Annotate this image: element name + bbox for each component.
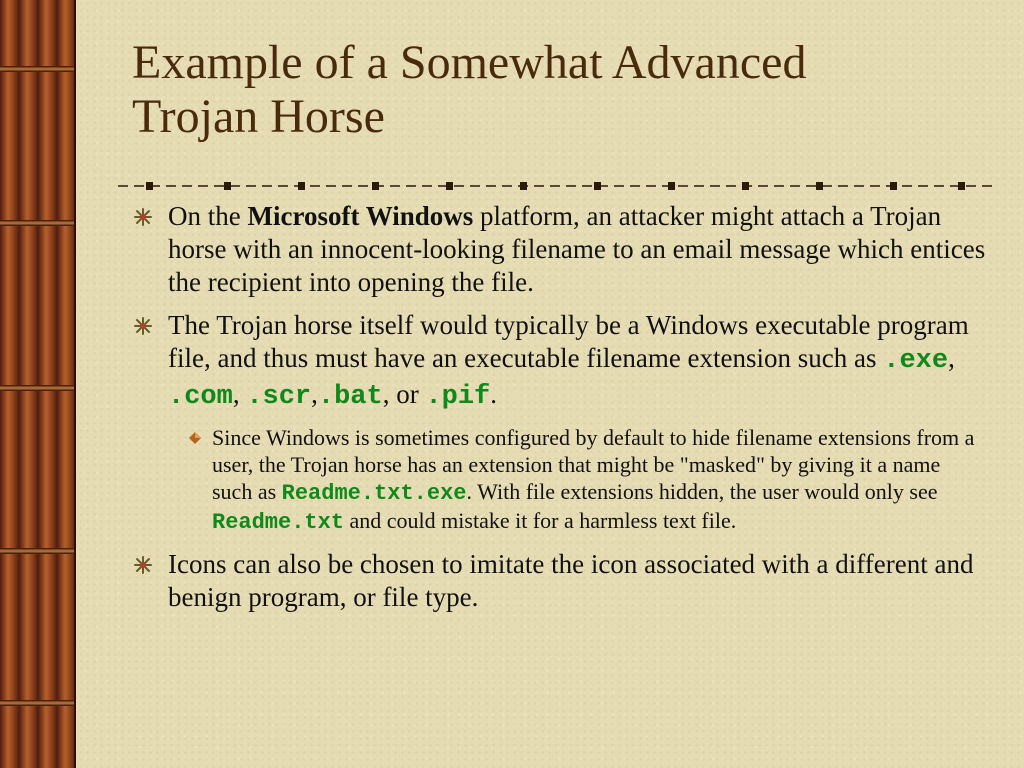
star-bullet-icon — [134, 317, 152, 335]
title-divider — [118, 176, 994, 196]
extension-pif: .pif — [425, 382, 491, 412]
star-bullet-icon — [134, 208, 152, 226]
star-bullet-icon — [134, 556, 152, 574]
sub-bullet-text-post: and could mistake it for a harmless text file. — [344, 508, 737, 533]
bullet-end: . — [490, 379, 497, 409]
bullet-text: The Trojan horse itself would typically be a Windows executable program file, and thus must have an executable filename extension such as — [168, 310, 969, 373]
separator: , — [232, 379, 247, 409]
code-readme-exe: Readme.txt.exe — [281, 481, 467, 506]
bamboo-border — [0, 0, 76, 768]
slide-title — [132, 36, 992, 144]
extension-scr: .scr — [246, 382, 312, 412]
separator: , — [311, 379, 318, 409]
bullet-item — [130, 309, 1000, 414]
bullet-text-pre: On the — [168, 201, 248, 231]
sub-bullet-item — [130, 424, 1000, 536]
bullet-text-post: platform, an attacker might attach a Trojan horse with an innocent-looking filename to an email message which entices the recipient into opening the file. — [168, 201, 986, 297]
separator: , or — [382, 379, 426, 409]
bullet-item — [130, 200, 1000, 299]
slide-body — [130, 200, 1000, 624]
title-line-2: Trojan Horse — [132, 90, 385, 143]
diamond-bullet-icon — [188, 431, 202, 445]
extension-com: .com — [168, 382, 233, 412]
extension-exe: .exe — [883, 346, 949, 376]
bullet-text-bold: Microsoft Windows — [247, 201, 474, 231]
bamboo-node — [0, 385, 76, 391]
bullet-text: Icons can also be chosen to imitate the icon associated with a different and benign program, or file type. — [168, 549, 974, 612]
bullet-item — [130, 548, 1000, 614]
separator: , — [948, 343, 955, 373]
code-readme-txt: Readme.txt — [212, 510, 345, 535]
bamboo-node — [0, 548, 76, 554]
sub-bullet-text-mid: . With file extensions hidden, the user would only see — [466, 479, 938, 504]
sub-bullet-text: Since Windows is sometimes configured by default to hide filename extensions from a user, the Trojan horse has an extension that might be "masked" by giving it a name such as — [212, 425, 975, 504]
bamboo-node — [0, 700, 76, 706]
bamboo-node — [0, 220, 76, 226]
extension-bat: .bat — [317, 382, 383, 412]
title-line-1: Example of a Somewhat Advanced — [132, 36, 807, 89]
bamboo-node — [0, 66, 76, 72]
